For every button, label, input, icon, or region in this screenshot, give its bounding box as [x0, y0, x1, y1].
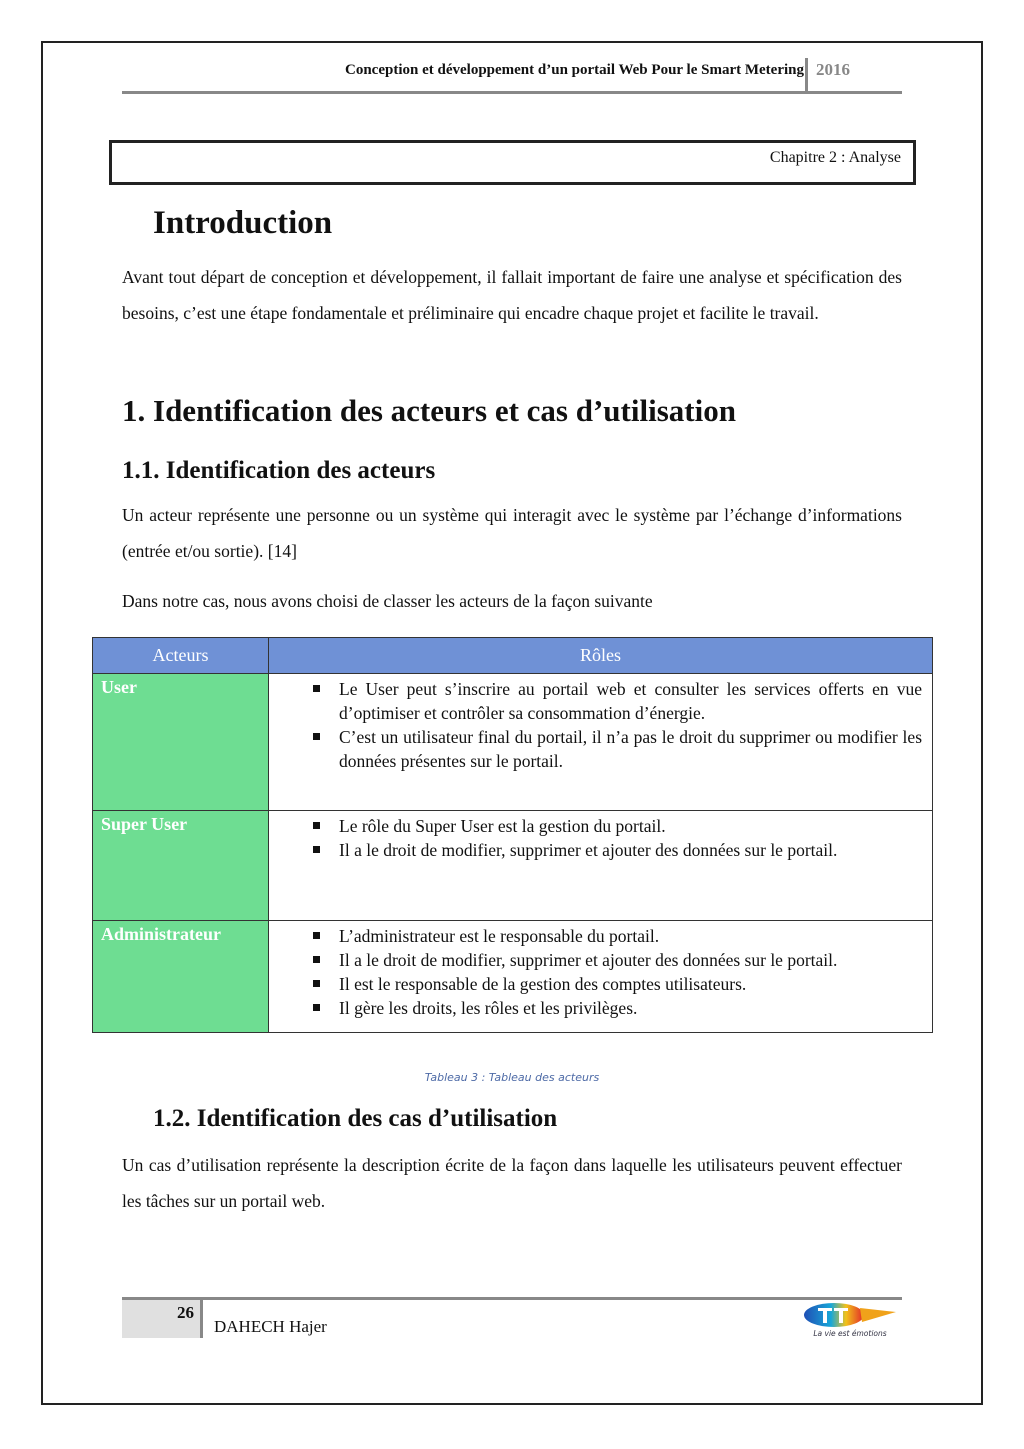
table-row [93, 921, 933, 1033]
square-bullet-icon [313, 846, 320, 853]
actor-cell: Administrateur [93, 921, 269, 1033]
square-bullet-icon [313, 956, 320, 963]
roles-cell [269, 674, 933, 811]
actor-cell: User [93, 674, 269, 811]
author-name: DAHECH Hajer [214, 1317, 327, 1336]
subsection-1-1-heading: 1.1. Identification des acteurs [122, 457, 436, 484]
roles-list [269, 677, 922, 773]
role-item: Le User peut s’inscrire au portail web et consulter les services offerts en vue d’optimiser et contrôler sa consommation d’énergie. [339, 677, 922, 725]
square-bullet-icon [313, 980, 320, 987]
role-item: Il a le droit de modifier, supprimer et ajouter des données sur le portail. [339, 838, 922, 862]
square-bullet-icon [313, 685, 320, 692]
table-caption: Tableau 3 : Tableau des acteurs [424, 1071, 600, 1084]
role-item: Il a le droit de modifier, supprimer et ajouter des données sur le portail. [339, 948, 922, 972]
header-cell-actors: Acteurs [93, 638, 269, 674]
footer-rule [122, 1297, 902, 1300]
table-row [93, 811, 933, 921]
page-number: 26 [177, 1303, 194, 1322]
table-row [93, 674, 933, 811]
square-bullet-icon [313, 1004, 320, 1011]
page-header [122, 58, 902, 94]
role-item: L’administrateur est le responsable du portail. [339, 924, 922, 948]
section1-heading: 1. Identification des acteurs et cas d’utilisation [122, 393, 736, 428]
footer-divider [200, 1300, 203, 1338]
roles-cell [269, 811, 933, 921]
square-bullet-icon [313, 733, 320, 740]
square-bullet-icon [313, 822, 320, 829]
table-header-row [93, 638, 933, 674]
chapter-label: Chapitre 2 : Analyse [769, 149, 901, 166]
header-divider [805, 58, 808, 94]
intro-heading: Introduction [153, 205, 333, 241]
actors-intro-paragraph: Dans notre cas, nous avons choisi de classer les acteurs de la façon suivante [122, 591, 653, 611]
subsection-1-2-heading: 1.2. Identification des cas d’utilisation [153, 1105, 558, 1132]
header-year: 2016 [816, 60, 850, 79]
header-cell-roles: Rôles [269, 638, 933, 674]
actors-table [92, 637, 933, 1033]
logo-tagline: La vie est émotions [813, 1329, 887, 1338]
intro-paragraph: Avant tout départ de conception et développement, il fallait important de faire une analyse et spécification des besoins, c’est une étape fondamentale et préliminaire qui encadre chaque projet et facilite le travail. [122, 267, 902, 323]
tunisie-telecom-logo [800, 1302, 900, 1342]
header-rule [122, 91, 902, 94]
role-item: Il gère les droits, les rôles et les privilèges. [339, 996, 922, 1020]
roles-cell [269, 921, 933, 1033]
header-title: Conception et développement d’un portail Web Pour le Smart Metering [345, 62, 804, 78]
roles-list [269, 814, 922, 862]
role-item: C’est un utilisateur final du portail, il n’a pas le droit du supprimer ou modifier les données présentes sur le portail. [339, 725, 922, 773]
role-item: Il est le responsable de la gestion des comptes utilisateurs. [339, 972, 922, 996]
page-number-box [122, 1300, 200, 1338]
square-bullet-icon [313, 932, 320, 939]
chapter-box [109, 140, 916, 185]
roles-list [269, 924, 922, 1020]
role-item: Le rôle du Super User est la gestion du portail. [339, 814, 922, 838]
actors-definition-paragraph: Un acteur représente une personne ou un système qui interagit avec le système par l’échange d’informations (entrée et/ou sortie). [14] [122, 505, 902, 561]
actor-cell: Super User [93, 811, 269, 921]
logo-mark-icon [800, 1302, 900, 1330]
use-cases-paragraph: Un cas d’utilisation représente la description écrite de la façon dans laquelle les utilisateurs peuvent effectuer les tâches sur un portail web. [122, 1155, 902, 1211]
